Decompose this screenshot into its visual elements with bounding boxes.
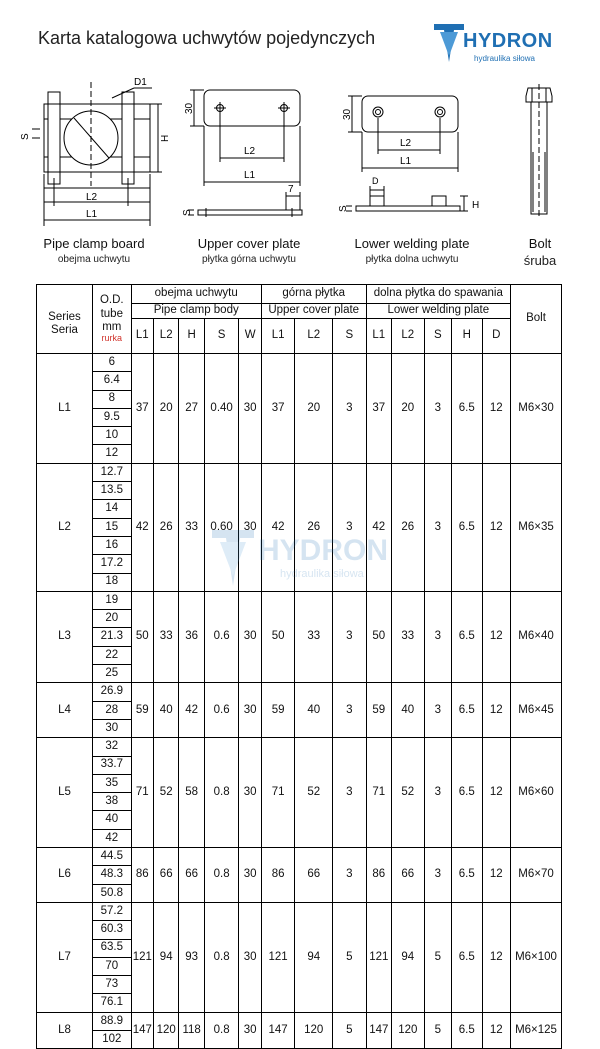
upper-s-cell: 3 [333,463,367,591]
clamp-s-cell: 0.8 [204,738,239,848]
header-od-2: tube [100,307,123,320]
od-cell: 44.5 [92,848,131,866]
clamp-h-cell: 58 [179,738,204,848]
upper-l1-cell: 147 [261,1012,295,1049]
label-h: H [472,200,480,211]
table-row [37,1012,562,1030]
clamp-s-cell: 0.6 [204,683,239,738]
clamp-h-cell: 36 [179,591,204,682]
label-s: S [338,205,349,212]
clamp-h-cell: 33 [179,463,204,591]
header-upper-pl: górna płytka [261,285,366,304]
lower-d-cell: 12 [482,354,510,464]
header-upper-en: Upper cover plate [261,304,366,319]
lower-l1-cell: 147 [366,1012,391,1049]
upper-l1-cell: 42 [261,463,295,591]
lower-d-cell: 12 [482,848,510,903]
header-col: S [333,319,367,354]
header-od-1: O.D. [99,294,124,307]
header-clamp-en: Pipe clamp body [131,304,261,319]
header-od [92,285,131,354]
lower-l2-cell: 20 [392,354,425,464]
lower-caption-en: Lower welding plate [354,236,470,251]
clamp-caption-en: Pipe clamp board [43,236,145,251]
label-l2: L2 [244,146,256,157]
od-cell: 19 [92,591,131,609]
spec-table-body [37,354,562,1049]
lower-d-cell: 12 [482,902,510,1012]
lower-l1-cell: 86 [366,848,391,903]
upper-l1-cell: 86 [261,848,295,903]
upper-s-cell: 3 [333,848,367,903]
label-d: D [372,176,379,186]
od-cell: 60.3 [92,921,131,939]
clamp-l1-cell: 121 [131,902,153,1012]
header-col: L2 [153,319,178,354]
bolt-caption-pl: śruba [523,253,557,268]
od-cell: 6 [92,354,131,372]
page-title: Karta katalogowa uchwytów pojedynczych [38,28,376,48]
label-l2: L2 [400,138,412,149]
clamp-l1-cell: 59 [131,683,153,738]
lower-l1-cell: 121 [366,902,391,1012]
lower-h-cell: 6.5 [452,354,483,464]
od-cell: 8 [92,390,131,408]
lower-d-cell: 12 [482,738,510,848]
clamp-l2-cell: 120 [153,1012,178,1049]
upper-l2-cell: 40 [295,683,333,738]
lower-s-cell: 5 [424,1012,451,1049]
upper-s-cell: 5 [333,902,367,1012]
series-cell: L2 [37,463,93,591]
series-cell: L7 [37,902,93,1012]
upper-l1-cell: 121 [261,902,295,1012]
hydron-logo [432,22,562,72]
lower-h-cell: 6.5 [452,902,483,1012]
upper-l2-cell: 20 [295,354,333,464]
label-s: S [182,209,193,216]
table-row [37,902,562,920]
series-cell: L5 [37,738,93,848]
header-series [37,285,93,354]
lower-l2-cell: 33 [392,591,425,682]
series-cell: L3 [37,591,93,682]
series-cell: L6 [37,848,93,903]
lower-l1-cell: 71 [366,738,391,848]
clamp-l1-cell: 42 [131,463,153,591]
lower-d-cell: 12 [482,463,510,591]
table-row [37,683,562,701]
clamp-s-cell: 0.8 [204,902,239,1012]
clamp-s-cell: 0.8 [204,848,239,903]
header-lower-pl: dolna płytka do spawania [366,285,510,304]
upper-l2-cell: 120 [295,1012,333,1049]
label-s: S [20,133,31,140]
clamp-s-cell: 0.8 [204,1012,239,1049]
od-cell: 40 [92,811,131,829]
upper-l2-cell: 94 [295,902,333,1012]
upper-l1-cell: 59 [261,683,295,738]
od-cell: 32 [92,738,131,756]
od-cell: 12 [92,445,131,463]
header-col: S [204,319,239,354]
header-col: L1 [366,319,391,354]
clamp-w-cell: 30 [239,1012,261,1049]
series-cell: L8 [37,1012,93,1049]
header-col: D [482,319,510,354]
upper-l1-cell: 71 [261,738,295,848]
lower-caption [348,236,476,265]
od-cell: 42 [92,829,131,847]
clamp-s-cell: 0.60 [204,463,239,591]
lower-d-cell: 12 [482,1012,510,1049]
upper-l1-cell: 37 [261,354,295,464]
upper-s-cell: 5 [333,1012,367,1049]
lower-s-cell: 5 [424,902,451,1012]
bolt-size-cell: M6×30 [511,354,562,464]
label-l1: L1 [400,156,412,167]
header-series-pl: Seria [51,324,78,336]
header-col: L2 [295,319,333,354]
clamp-w-cell: 30 [239,354,261,464]
lower-h-cell: 6.5 [452,591,483,682]
od-cell: 13.5 [92,482,131,500]
lower-s-cell: 3 [424,738,451,848]
bolt-caption [510,236,570,268]
header-lower-en: Lower welding plate [366,304,510,319]
clamp-l2-cell: 26 [153,463,178,591]
logo-name: HYDRON [463,30,553,52]
pipe-clamp-drawing [12,74,172,234]
od-cell: 57.2 [92,902,131,920]
header-clamp-pl: obejma uchwytu [131,285,261,304]
upper-s-cell: 3 [333,738,367,848]
clamp-l1-cell: 37 [131,354,153,464]
clamp-h-cell: 66 [179,848,204,903]
bolt-caption-en: Bolt [528,236,552,251]
od-cell: 22 [92,646,131,664]
od-cell: 76.1 [92,994,131,1012]
header-col: L2 [392,319,425,354]
clamp-s-cell: 0.6 [204,591,239,682]
table-row [37,848,562,866]
od-cell: 73 [92,976,131,994]
lower-h-cell: 6.5 [452,738,483,848]
clamp-caption [30,236,158,265]
lower-s-cell: 3 [424,463,451,591]
bolt-size-cell: M6×45 [511,683,562,738]
clamp-s-cell: 0.40 [204,354,239,464]
lower-d-cell: 12 [482,591,510,682]
label-30: 30 [184,102,195,114]
od-cell: 30 [92,719,131,737]
lower-l1-cell: 50 [366,591,391,682]
bolt-size-cell: M6×35 [511,463,562,591]
od-cell: 10 [92,427,131,445]
lower-h-cell: 6.5 [452,683,483,738]
header-od-3: mm [102,321,122,334]
lower-l1-cell: 59 [366,683,391,738]
upper-s-cell: 3 [333,591,367,682]
header-col: S [424,319,451,354]
lower-s-cell: 3 [424,354,451,464]
lower-l2-cell: 94 [392,902,425,1012]
upper-l2-cell: 52 [295,738,333,848]
header-col: H [452,319,483,354]
od-cell: 63.5 [92,939,131,957]
clamp-h-cell: 118 [179,1012,204,1049]
label-l2: L2 [86,192,98,203]
od-cell: 15 [92,518,131,536]
clamp-l2-cell: 40 [153,683,178,738]
watermark-name: HYDRON [258,534,389,567]
label-7: 7 [288,184,294,195]
watermark-tagline: hydraulika siłowa [280,568,364,580]
label-d1: D1 [134,77,147,88]
od-cell: 14 [92,500,131,518]
series-cell: L1 [37,354,93,464]
bolt-size-cell: M6×60 [511,738,562,848]
lower-l1-cell: 42 [366,463,391,591]
spec-table [36,284,562,1049]
od-cell: 18 [92,573,131,591]
clamp-l2-cell: 33 [153,591,178,682]
clamp-w-cell: 30 [239,848,261,903]
label-30: 30 [342,108,353,120]
lower-h-cell: 6.5 [452,463,483,591]
upper-l2-cell: 26 [295,463,333,591]
lower-l2-cell: 26 [392,463,425,591]
upper-caption [186,236,312,265]
lower-plate-drawing [334,90,494,226]
od-cell: 26.9 [92,683,131,701]
upper-s-cell: 3 [333,683,367,738]
bolt-drawing [520,82,560,222]
lower-l2-cell: 66 [392,848,425,903]
series-cell: L4 [37,683,93,738]
header-col: H [179,319,204,354]
od-cell: 12.7 [92,463,131,481]
upper-caption-en: Upper cover plate [197,236,301,251]
table-row [37,738,562,756]
label-l1: L1 [86,209,98,220]
label-h: H [160,134,171,142]
lower-l2-cell: 40 [392,683,425,738]
clamp-w-cell: 30 [239,738,261,848]
clamp-l1-cell: 86 [131,848,153,903]
header-series-en: Series [48,310,81,323]
clamp-l2-cell: 66 [153,848,178,903]
upper-l2-cell: 66 [295,848,333,903]
clamp-l1-cell: 147 [131,1012,153,1049]
table-row [37,591,562,609]
clamp-h-cell: 93 [179,902,204,1012]
table-row [37,463,562,481]
header-bolt: Bolt [511,285,562,354]
header-col: L1 [131,319,153,354]
od-cell: 50.8 [92,884,131,902]
logo-mark-icon [432,22,466,68]
clamp-h-cell: 27 [179,354,204,464]
od-cell: 16 [92,536,131,554]
lower-s-cell: 3 [424,848,451,903]
od-cell: 17.2 [92,555,131,573]
od-cell: 33.7 [92,756,131,774]
lower-h-cell: 6.5 [452,848,483,903]
upper-caption-pl: płytka górna uchwytu [202,254,296,265]
lower-d-cell: 12 [482,683,510,738]
lower-h-cell: 6.5 [452,1012,483,1049]
clamp-w-cell: 30 [239,902,261,1012]
clamp-l2-cell: 20 [153,354,178,464]
lower-l1-cell: 37 [366,354,391,464]
od-cell: 38 [92,793,131,811]
clamp-caption-pl: obejma uchwytu [57,254,131,265]
od-cell: 6.4 [92,372,131,390]
bolt-size-cell: M6×125 [511,1012,562,1049]
od-cell: 102 [92,1030,131,1048]
table-row [37,354,562,372]
lower-s-cell: 3 [424,683,451,738]
lower-s-cell: 3 [424,591,451,682]
header-col: L1 [261,319,295,354]
upper-s-cell: 3 [333,354,367,464]
clamp-l2-cell: 52 [153,738,178,848]
od-cell: 70 [92,957,131,975]
lower-l2-cell: 120 [392,1012,425,1049]
od-cell: 9.5 [92,408,131,426]
od-cell: 28 [92,701,131,719]
label-l1: L1 [244,170,256,181]
clamp-w-cell: 30 [239,683,261,738]
od-cell: 35 [92,774,131,792]
lower-l2-cell: 52 [392,738,425,848]
bolt-size-cell: M6×70 [511,848,562,903]
upper-l2-cell: 33 [295,591,333,682]
header-od-4: rurka [101,332,123,343]
upper-l1-cell: 50 [261,591,295,682]
od-cell: 48.3 [92,866,131,884]
bolt-size-cell: M6×100 [511,902,562,1012]
upper-plate-drawing [180,84,320,230]
clamp-l1-cell: 71 [131,738,153,848]
lower-caption-pl: płytka dolna uchwytu [365,254,459,265]
od-cell: 88.9 [92,1012,131,1030]
clamp-w-cell: 30 [239,591,261,682]
od-cell: 25 [92,665,131,683]
clamp-l1-cell: 50 [131,591,153,682]
bolt-size-cell: M6×40 [511,591,562,682]
clamp-w-cell: 30 [239,463,261,591]
clamp-l2-cell: 94 [153,902,178,1012]
header-col: W [239,319,261,354]
logo-tagline: hydraulika siłowa [474,54,535,63]
clamp-h-cell: 42 [179,683,204,738]
od-cell: 20 [92,610,131,628]
od-cell: 21.3 [92,628,131,646]
